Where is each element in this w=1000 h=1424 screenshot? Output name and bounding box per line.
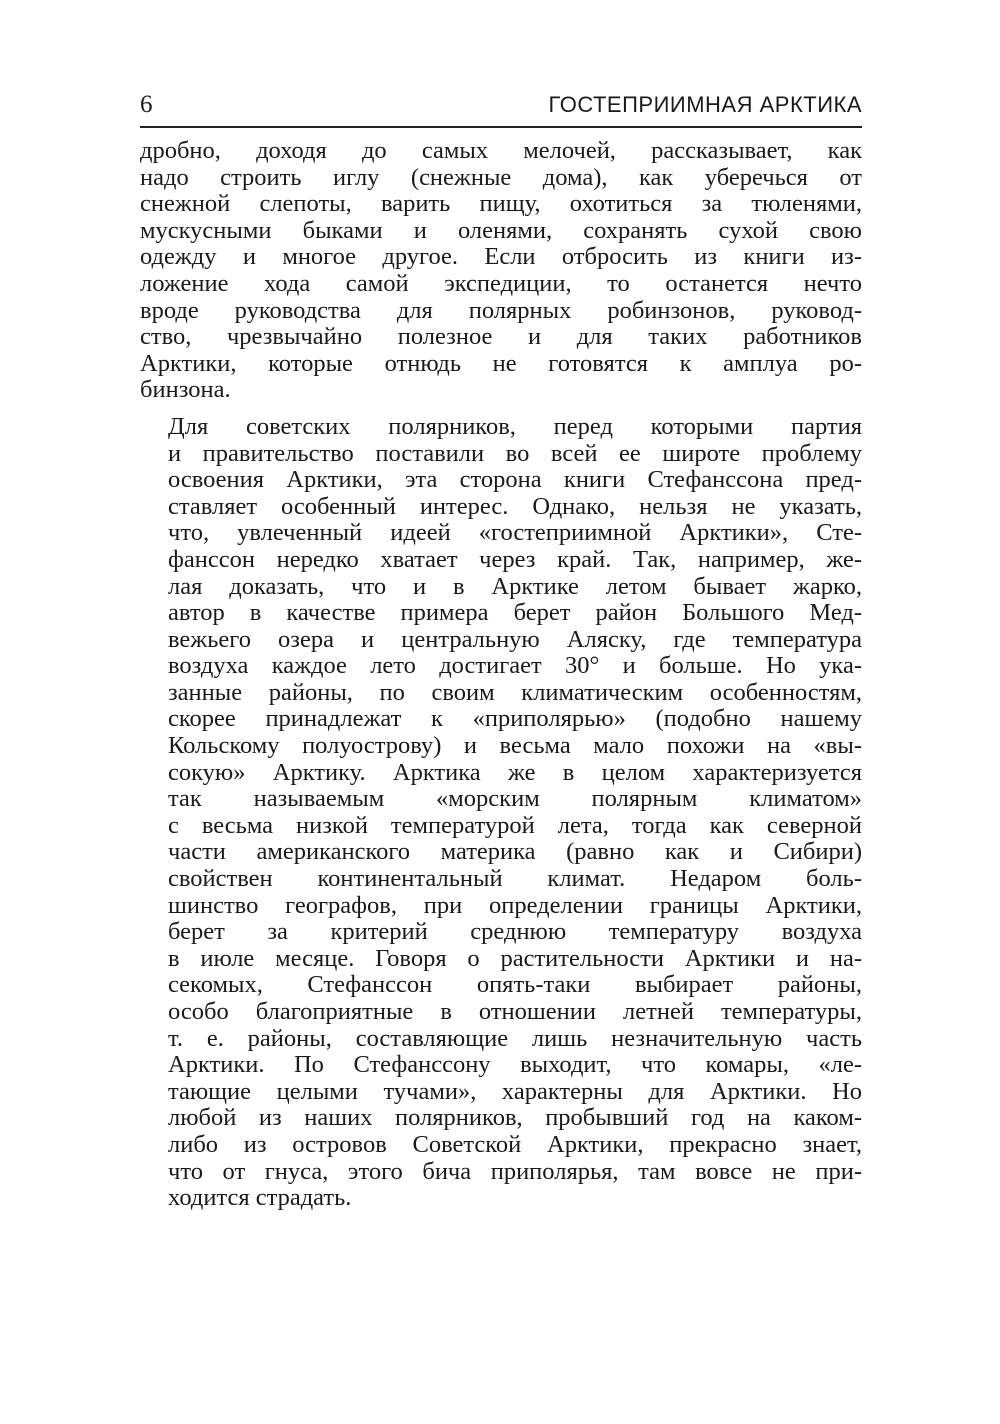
text-line: либо из островов Советской Арктики, прекрасно знает, [168,1130,862,1158]
text-line: ходится страдать. [168,1184,352,1212]
text-line: части американского материка (равно как и Сибири) [168,838,862,866]
text-line: что от гнуса, этого бича приполярья, там вовсе не при- [168,1157,862,1185]
text-line: вроде руководства для полярных робинзонов, руковод- [140,296,862,324]
text-line: любой из наших полярников, пробывший год на каком- [168,1104,862,1132]
text-line: свойствен континентальный климат. Недаром боль- [168,865,862,893]
running-title: ГОСТЕПРИИМНАЯ АРКТИКА [548,92,862,117]
text-line: берет за критерий среднюю температуру воздуха [168,918,862,946]
text-line: ство, чрезвычайно полезное и для таких работников [140,323,862,351]
text-line: шинство географов, при определении границы Арктики, [168,891,862,919]
text-line: дробно, доходя до самых мелочей, рассказывает, как [140,137,862,164]
text-line: что, увлеченный идеей «гостеприимной Арктики», Сте- [168,519,862,547]
text-line: секомых, Стефанссон опять-таки выбирает районы, [168,971,862,999]
text-line: мускусными быками и оленями, сохранять сухой свою [140,216,862,244]
text-line: и правительство поставили во всей ее широте проблему [168,439,862,467]
text-line: ложение хода самой экспедиции, то останется нечто [140,269,862,297]
text-line: Арктики. По Стефанссону выходит, что комары, «ле- [168,1051,862,1079]
text-line: так называемым «морским полярным климатом» [168,785,862,813]
text-line: воздуха каждое лето достигает 30° и больше. Но ука- [168,652,862,680]
running-head [140,90,862,128]
text-line: Для советских полярников, перед которыми партия [168,412,862,440]
text-line: Арктики, которые отнюдь не готовятся к амплуа ро- [140,349,862,377]
text-line: с весьма низкой температурой лета, тогда как северной [168,811,862,839]
text-line: в июле месяце. Говоря о растительности Арктики и на- [168,944,862,972]
text-line: занные районы, по своим климатическим особенностям, [168,678,862,706]
text-line: бинзона. [140,376,231,404]
text-line: фанссон нередко хватает через край. Так, например, же- [168,545,862,573]
text-line: т. е. районы, составляющие лишь незначительную часть [168,1024,862,1052]
text-line: вежьего озера и центральную Аляску, где температура [168,625,862,653]
text-line: особо благоприятные в отношении летней температуры, [168,998,862,1025]
text-line: освоения Арктики, эта сторона книги Стефанссона пред- [168,466,862,494]
text-line: ставляет особенный интерес. Однако, нельзя не указать, [168,492,862,520]
text-line: Кольскому полуострову) и весьма мало похожи на «вы- [168,732,862,760]
text-line: одежду и многое другое. Если отбросить из книги из- [140,243,862,271]
text-line: скорее принадлежат к «приполярью» (подобно нашему [168,705,862,733]
book-page [140,90,862,1212]
text-line: тающие целыми тучами», характерны для Арктики. Но [168,1077,862,1105]
page-number: 6 [140,91,153,118]
text-line: сокую» Арктику. Арктика же в целом характеризуется [168,758,862,786]
text-line: автор в качестве примера берет район Большого Мед- [168,599,862,627]
paragraph [140,138,862,404]
text-line: снежной слепоты, варить пищу, охотиться за тюленями, [140,190,862,218]
body-text [140,138,862,1212]
text-line: надо строить иглу (снежные дома), как уберечься от [140,163,862,191]
text-line: лая доказать, что и в Арктике летом бывает жарко, [168,572,862,600]
paragraph [140,414,862,1212]
